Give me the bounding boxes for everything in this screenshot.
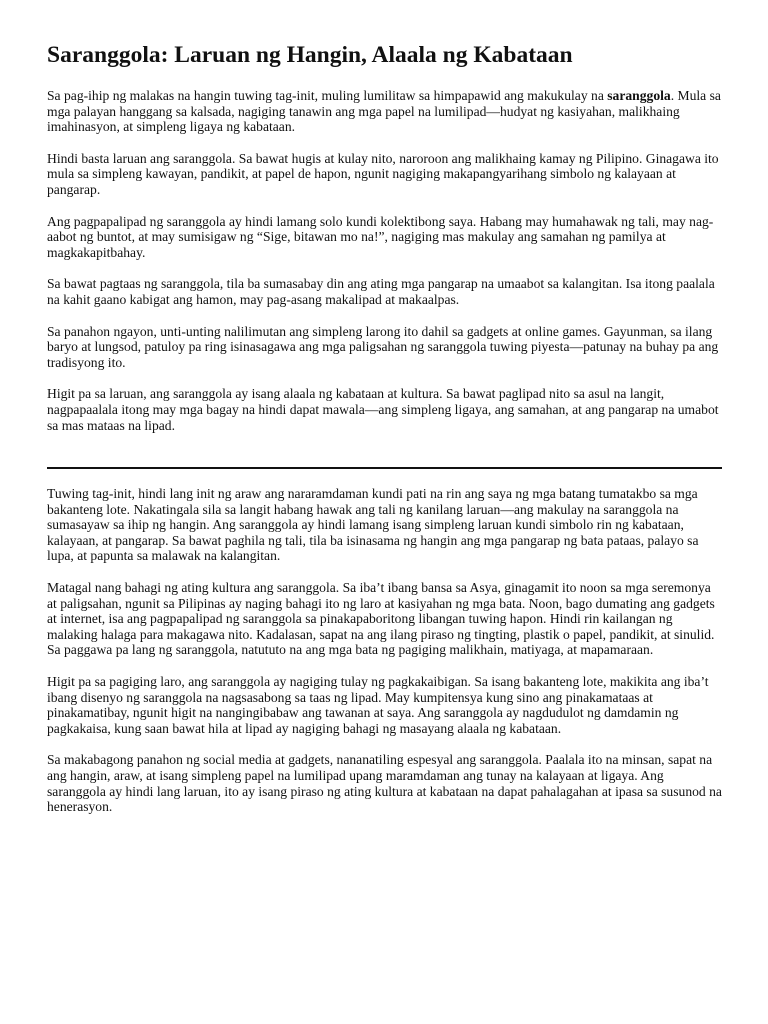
- paragraph-2: Hindi basta laruan ang saranggola. Sa bawat hugis at kulay nito, naroroon ang malikhaing kamay ng Pilipino. Ginagawa ito mula sa simpleng kawayan, pandikit, at papel de hapon, ngunit nagiging makapangyarihang simbolo ng kalayaan at pangarap.: [47, 150, 719, 197]
- section-divider: [47, 467, 722, 469]
- paragraph-3: Ang pagpapalipad ng saranggola ay hindi lamang solo kundi kolektibong saya. Habang may humahawak ng tali, may nag-aabot ng buntot, at may sumisigaw ng “Sige, bitawan mo na!”, nagiging mas makulay ang samahan ng pamilya at magkakapitbahay.: [47, 213, 714, 260]
- paragraph-1-text-start: Sa pag-ihip ng malakas na hangin tuwing tag-init, muling lumilitaw sa himpapawid ang makukulay na: [47, 88, 608, 103]
- document-title: Saranggola: Laruan ng Hangin, Alaala ng Kabataan: [47, 42, 573, 68]
- paragraph-8: Matagal nang bahagi ng ating kultura ang saranggola. Sa iba’t ibang bansa sa Asya, ginagamit ito noon sa mga seremonya at paligsahan, ngunit sa Pilipinas ay naging bahagi ito ng laro at kasiyahan ng mga bata. Noon, bago dumating ang gadgets at internet, isa ang pagpapalipad ng saranggola sa pinakapaboritong libangan tuwing hapon. Hindi rin kailangan ng malaking halaga para makagawa nito. Kadalasan, sapat na ang ilang piraso ng tingting, plastik o papel, pandikit, at sinulid. Sa paggawa pa lang ng saranggola, natututo na ang mga bata ng pagiging malikhain, matiyaga, at mapamaraan.: [47, 580, 715, 658]
- paragraph-10: Sa makabagong panahon ng social media at gadgets, nananatiling espesyal ang saranggola. Paalala ito na minsan, sapat na ang hangin, araw, at isang simpleng papel na lumilipad upang maramdaman ang tunay na kalayaan at ligaya. Ang saranggola ay hindi lang laruan, ito ay isang piraso ng ating kultura at kabataan na dapat pahalagahan at ipasa sa susunod na henerasyon.: [47, 752, 722, 815]
- bold-term-saranggola: saranggola: [607, 88, 671, 103]
- paragraph-7: Tuwing tag-init, hindi lang init ng araw ang nararamdaman kundi pati na rin ang saya ng mga batang tumatakbo sa mga bakanteng lote. Nakatingala sila sa langit habang hawak ang tali ng kanilang laruan—ang makulay na saranggola na sumasayaw sa ihip ng hangin. Ang saranggola ay hindi lamang isang simpleng laruan kundi simbolo rin ng kabataan, kalayaan, at pangarap. Sa bawat paghila ng tali, tila ba isinasama ng hangin ang mga pangarap ng bata pataas, palayo sa lupa, at papunta sa malawak na kalangitan.: [47, 486, 699, 564]
- paragraph-1: [47, 88, 722, 135]
- paragraph-5: Sa panahon ngayon, unti-unting nalilimutan ang simpleng larong ito dahil sa gadgets at online games. Gayunman, sa ilang baryo at lungsod, patuloy pa ring isinasagawa ang mga paligsahan ng saranggola tuwing piyesta—patunay na buhay pa ang tradisyong ito.: [47, 323, 719, 370]
- paragraph-6: Higit pa sa laruan, ang saranggola ay isang alaala ng kabataan at kultura. Sa bawat paglipad nito sa asul na langit, nagpapaalala itong may mga bagay na hindi dapat mawala—ang simpleng ligaya, ang samahan, at ang pangarap na umabot sa mas mataas na lipad.: [47, 386, 719, 433]
- paragraph-1-text-end: . Mula sa mga palayan hanggang sa kalsada, nagiging tanawin ang mga papel na lumilipad—hudyat ng kasiyahan, malikhaing imahinasyon, at simpleng ligaya ng kabataan.: [47, 88, 721, 135]
- paragraph-4: Sa bawat pagtaas ng saranggola, tila ba sumasabay din ang ating mga pangarap na umaabot sa kalangitan. Isa itong paalala na kahit gaano kabigat ang hamon, may pag-asang makalipad at makaalpas.: [47, 276, 715, 307]
- paragraph-9: Higit pa sa pagiging laro, ang saranggola ay nagiging tulay ng pagkakaibigan. Sa isang bakanteng lote, makikita ang iba’t ibang disenyo ng saranggola na nagsasabong sa taas ng lipad. May kumpitensya kung sino ang pinakamataas at pinakamatibay, ngunit higit na nangingibabaw ang tawanan at saya. Ang saranggola ay nagdudulot ng damdamin ng pagkakaisa, kung saan bawat hila at lipad ay nagiging bahagi ng masayang alaala ng kabataan.: [47, 674, 709, 736]
